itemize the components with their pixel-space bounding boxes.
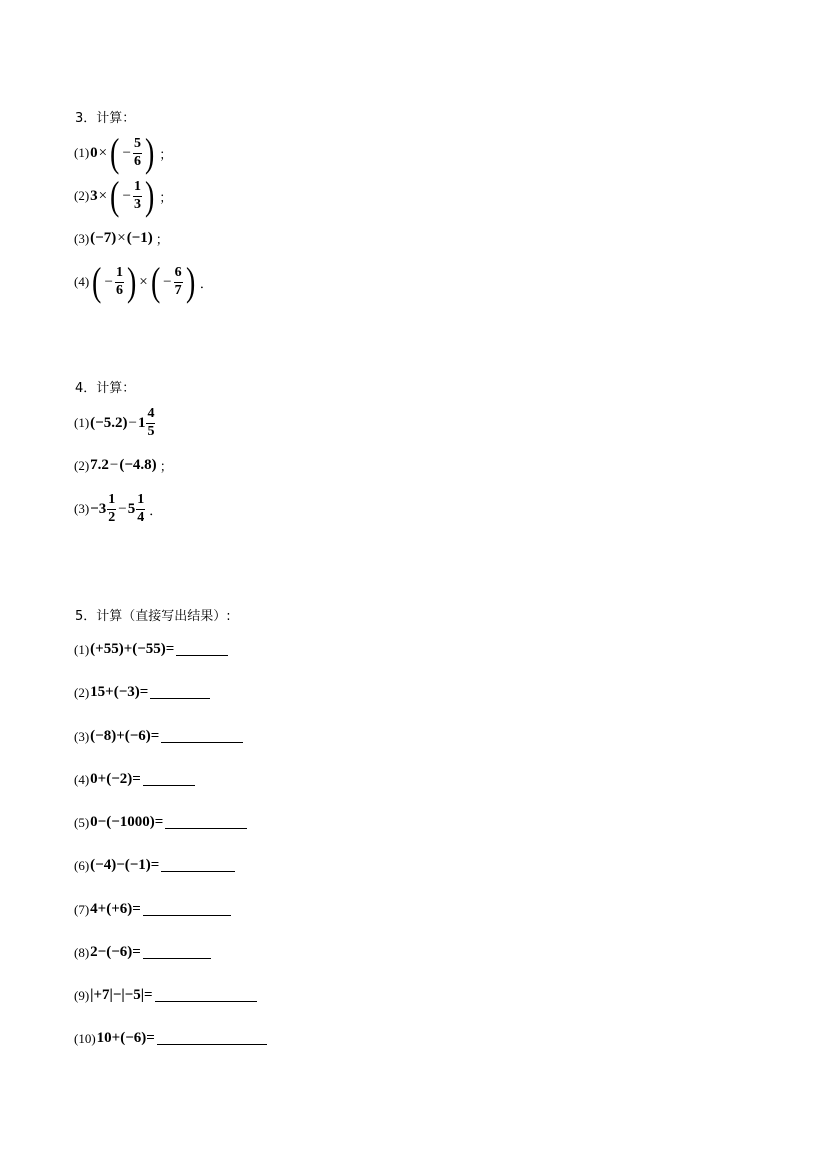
- left-paren: (: [110, 173, 120, 218]
- answer-blank[interactable]: [143, 946, 211, 959]
- numerator: 6: [174, 266, 183, 283]
- denominator: 6: [133, 153, 141, 169]
- question-3-title: 3．计算：: [75, 111, 136, 126]
- item-label: (1): [74, 415, 90, 431]
- q5-item-7: [74, 901, 231, 918]
- denominator: 4: [137, 509, 145, 525]
- answer-blank[interactable]: [161, 730, 243, 743]
- item-label: (6): [74, 857, 90, 873]
- item-label: (4): [74, 771, 90, 787]
- q5-item-9: [74, 987, 257, 1004]
- expression-a: (−7): [90, 230, 117, 246]
- q3-item-3: [74, 229, 169, 248]
- q5-item-8: [74, 944, 211, 961]
- fraction: [136, 493, 145, 525]
- q3-item-2: [74, 173, 173, 218]
- fraction: [146, 407, 155, 439]
- item-label: (5): [74, 814, 90, 830]
- item-label: (3): [74, 501, 90, 517]
- minus-sign: −: [163, 273, 172, 290]
- punctuation: ．: [199, 276, 213, 292]
- q4-item-2: [74, 456, 173, 475]
- item-label: (2): [74, 188, 90, 203]
- expression: (−8)+(−6)=: [90, 728, 160, 744]
- times-sign: ×: [98, 144, 108, 161]
- fraction: [115, 266, 124, 298]
- expression: |+7|−|−5|=: [90, 987, 153, 1003]
- fraction: [174, 266, 183, 298]
- minus-sign: −: [104, 273, 113, 290]
- expression: (+55)+(−55)=: [90, 641, 175, 657]
- item-label: (2): [74, 457, 90, 473]
- expression: 4+(+6)=: [90, 901, 141, 917]
- q5-item-3: [74, 728, 243, 745]
- q5-item-6: [74, 857, 235, 874]
- left-paren: (: [150, 259, 161, 304]
- denominator: 6: [115, 282, 123, 298]
- item-label: (2): [74, 684, 90, 700]
- q5-item-5: [74, 814, 247, 831]
- numerator: 4: [146, 407, 155, 424]
- expression: 0−(−1000)=: [90, 814, 164, 830]
- question-4-title: 4．计算：: [75, 381, 136, 396]
- expression-b: (−4.8): [119, 457, 157, 473]
- item-label: (1): [74, 641, 90, 657]
- denominator: 2: [108, 509, 116, 525]
- answer-blank[interactable]: [161, 859, 235, 872]
- denominator: 3: [133, 196, 141, 212]
- item-label: (1): [74, 145, 90, 160]
- minus-sign: −: [122, 187, 131, 204]
- left-paren: (: [110, 130, 120, 175]
- left-paren: (: [92, 259, 102, 304]
- item-label: (10): [74, 1030, 96, 1046]
- expression: 0+(−2)=: [90, 771, 141, 787]
- item-label: (3): [74, 728, 90, 744]
- expression: 10+(−6)=: [96, 1030, 155, 1046]
- numerator: 1: [107, 493, 116, 510]
- q5-item-2: [74, 684, 210, 701]
- q3-item-1: [74, 130, 173, 175]
- numerator: 1: [133, 180, 142, 197]
- right-paren: ): [185, 259, 195, 304]
- answer-blank[interactable]: [165, 816, 247, 829]
- expression: (−4)−(−1)=: [90, 857, 160, 873]
- numerator: 1: [136, 493, 145, 510]
- minus-sign: −: [118, 500, 127, 517]
- fraction: [107, 493, 116, 525]
- mixed-whole-a: −3: [90, 500, 107, 517]
- operand: 0: [90, 144, 98, 161]
- expression-a: 7.2: [90, 457, 109, 473]
- minus-sign: −: [109, 457, 119, 473]
- expression: 15+(−3)=: [90, 684, 149, 700]
- punctuation: ；: [159, 460, 173, 475]
- expression: 2−(−6)=: [90, 944, 141, 960]
- operand: 3: [90, 187, 98, 204]
- item-label: (8): [74, 944, 90, 960]
- q4-item-1: [74, 407, 156, 439]
- q4-item-3: [74, 493, 162, 525]
- mixed-whole: 1: [137, 414, 146, 431]
- times-sign: ×: [139, 273, 148, 290]
- denominator: 5: [147, 423, 155, 439]
- q3-item-4: [74, 259, 213, 304]
- punctuation: ．: [149, 503, 163, 519]
- q5-item-10: [74, 1030, 267, 1047]
- numerator: 1: [115, 266, 124, 283]
- right-paren: ): [144, 173, 155, 218]
- denominator: 7: [174, 282, 182, 298]
- expression-a: (−5.2): [90, 414, 128, 431]
- punctuation: ；: [159, 190, 173, 206]
- item-label: (7): [74, 901, 90, 917]
- mixed-whole-b: 5: [127, 500, 136, 517]
- item-label: (3): [74, 230, 90, 246]
- punctuation: ；: [159, 147, 173, 163]
- minus-sign: −: [128, 414, 137, 431]
- answer-blank[interactable]: [150, 686, 210, 699]
- punctuation: ；: [155, 233, 169, 248]
- expression-b: (−1): [126, 230, 153, 246]
- answer-blank[interactable]: [157, 1032, 267, 1045]
- right-paren: ): [144, 130, 155, 175]
- times-sign: ×: [117, 230, 126, 246]
- item-label: (4): [74, 274, 90, 289]
- fraction: [133, 180, 142, 212]
- minus-sign: −: [122, 144, 131, 161]
- answer-blank[interactable]: [143, 903, 231, 916]
- question-5-title: 5．计算（直接写出结果）:: [75, 609, 231, 624]
- q5-item-4: [74, 771, 195, 788]
- fraction: [133, 137, 142, 169]
- answer-blank[interactable]: [143, 773, 195, 786]
- right-paren: ): [126, 259, 137, 304]
- answer-blank[interactable]: [155, 989, 257, 1002]
- item-label: (9): [74, 987, 90, 1003]
- times-sign: ×: [98, 187, 108, 204]
- answer-blank[interactable]: [176, 643, 228, 656]
- numerator: 5: [133, 137, 142, 154]
- q5-item-1: [74, 641, 228, 658]
